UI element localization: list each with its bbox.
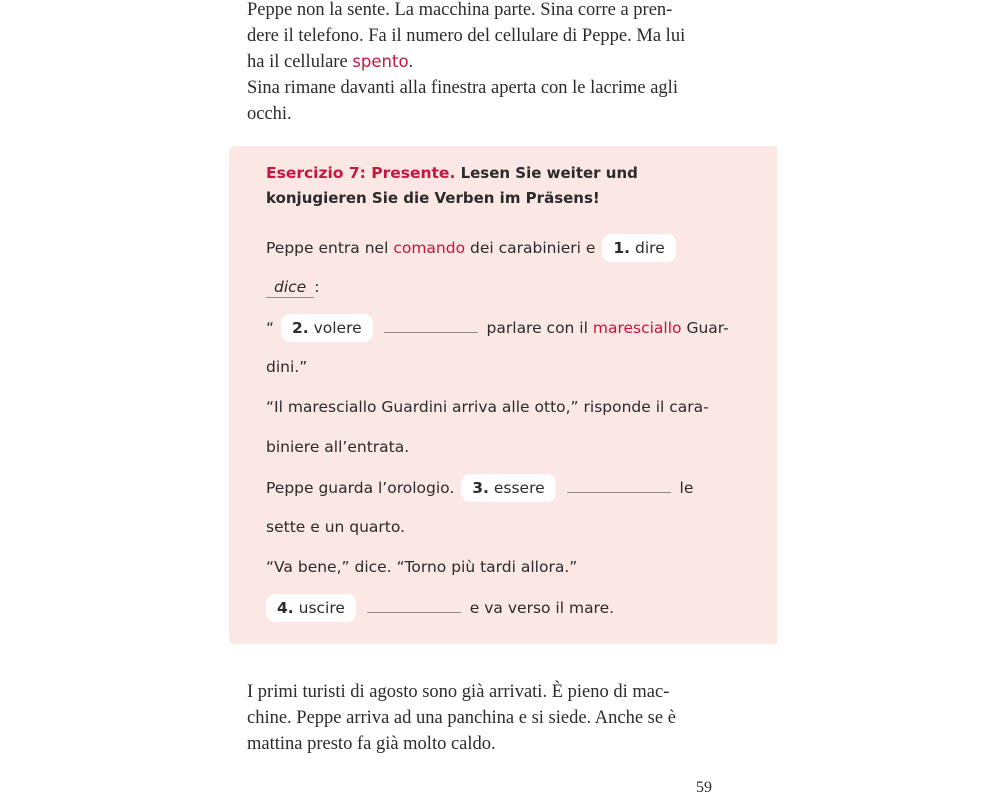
text-line: Peppe non la sente. La macchina parte. Sina corre a pren- [247,0,673,20]
text-fragment: le [679,479,694,497]
exercise-line: “Il maresciallo Guardini arriva alle otto,” risponde il cara- [266,398,709,416]
exercise-instruction-line: konjugieren Sie die Verben im Präsens! [266,189,600,207]
exercise-line: biniere all’entrata. [266,438,410,456]
exercise-line [266,594,614,622]
exercise-line [266,278,319,298]
verb-prompt-1 [602,234,675,262]
verb: uscire [298,599,345,617]
text-fragment: e va verso il mare. [469,599,615,617]
answer-blank-4[interactable] [367,600,461,613]
verb: essere [493,479,545,497]
verb-prompt-3 [461,474,555,502]
text-line: Sina rimane davanti alla finestra aperta con le lacrime agli [247,78,678,98]
exercise-line: “Va bene,” dice. “Torno più tardi allora.” [266,558,578,576]
vocabulary-highlight: spento [352,52,409,71]
exercise-line: dini.” [266,358,308,376]
verb-prompt-2 [281,314,373,342]
verb: dire [635,239,665,257]
text-fragment: Peppe guarda l’orologio. [266,479,455,497]
text-line: mattina presto fa già molto caldo. [247,734,496,754]
text-line [247,49,727,75]
exercise-line [266,234,678,262]
verb-prompt-4 [266,594,356,622]
answer-blank-3[interactable] [567,480,671,493]
top-paragraph [247,0,727,127]
text-line: dere il telefono. Fa il numero del cellulare di Peppe. Ma lui [247,26,686,46]
text-line: I primi turisti di agosto sono già arrivati. È pieno di mac- [247,682,670,702]
text-fragment: ha il cellulare [247,52,353,72]
page-number: 59 [696,779,712,796]
exercise-box [229,146,777,644]
text-fragment: Peppe entra nel [266,239,394,257]
text-fragment: “ [266,319,275,337]
exercise-line [266,474,693,502]
bottom-paragraph [247,679,727,757]
exercise-heading [266,164,638,182]
item-number: 3. [472,479,489,497]
vocabulary-highlight: comando [393,239,466,257]
text-fragment: dei carabinieri e [465,239,596,257]
item-number: 4. [277,599,294,617]
text-line: chine. Peppe arriva ad una panchina e si siede. Anche se è [247,708,676,728]
exercise-title: Esercizio 7: Presente. [266,164,456,182]
item-number: 1. [613,239,631,257]
vocabulary-highlight: maresciallo [592,319,682,337]
text-line: occhi. [247,104,292,124]
text-fragment: Guar- [681,319,729,337]
text-fragment: : [314,278,320,296]
answer-blank-2[interactable] [384,320,478,333]
answer-example: dice [266,278,314,298]
item-number: 2. [291,319,309,337]
exercise-line [266,314,729,342]
exercise-instruction: Lesen Sie weiter und [460,164,638,182]
exercise-line: sette e un quarto. [266,518,406,536]
text-fragment: . [408,52,414,72]
text-fragment: parlare con il [486,319,593,337]
verb: volere [313,319,362,337]
